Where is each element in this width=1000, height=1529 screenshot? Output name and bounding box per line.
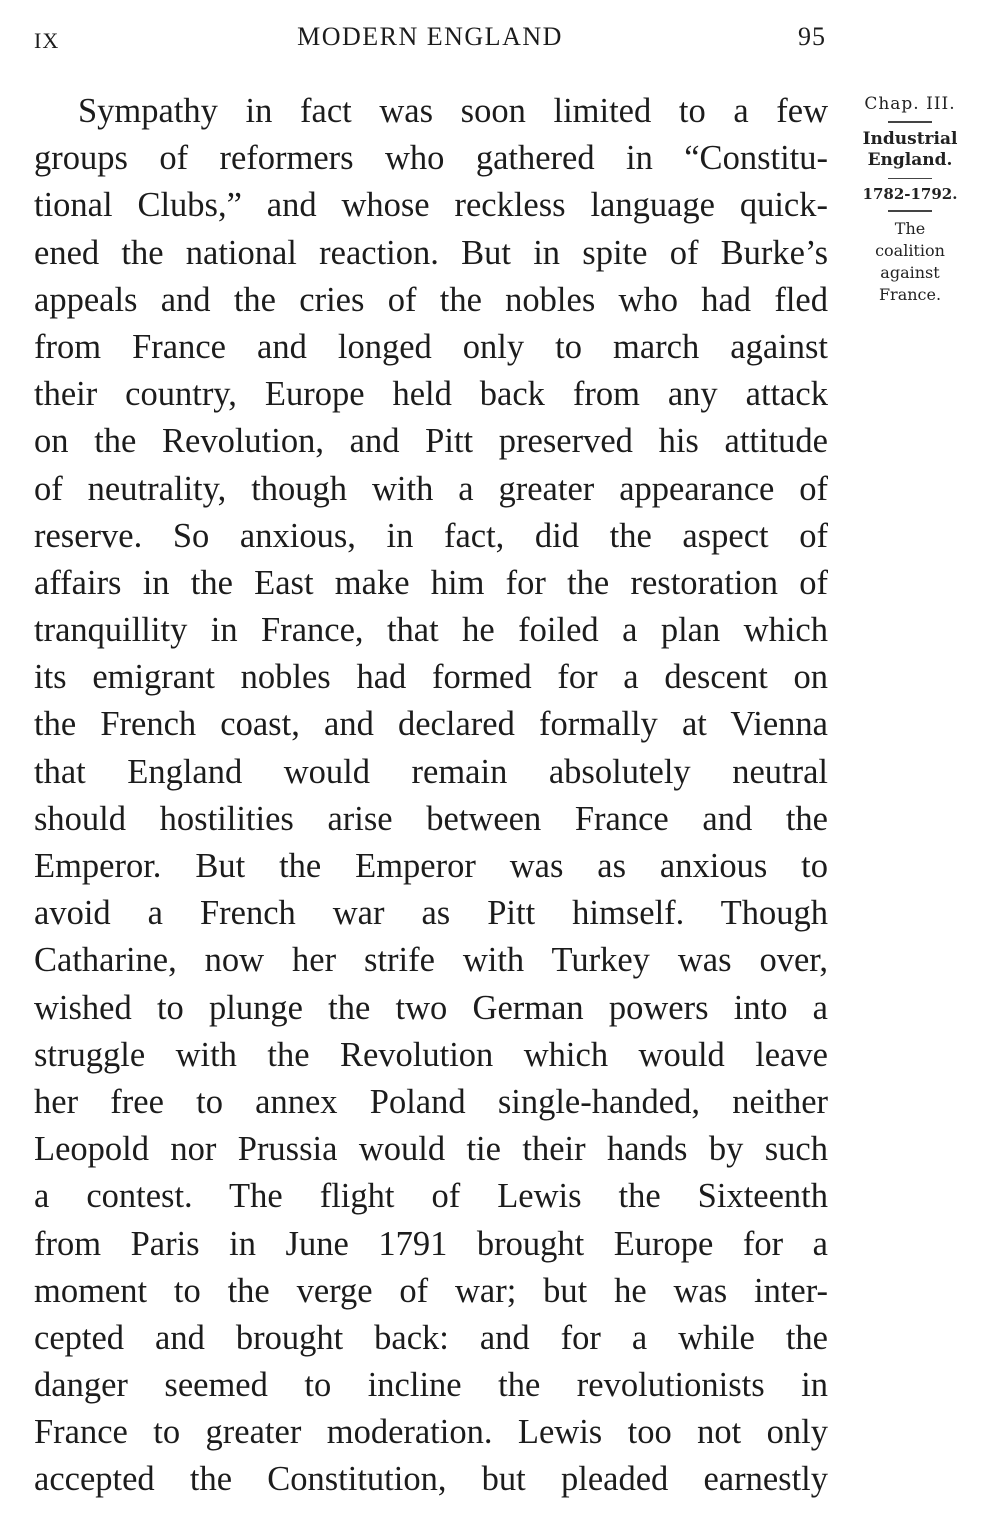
text-line: from Paris in June 1791 brought Europe for a xyxy=(34,1224,828,1263)
text-line: wished to plunge the two German powers into a xyxy=(34,988,828,1027)
margin-note-line: coalition xyxy=(875,240,945,260)
margin-divider xyxy=(888,178,932,180)
chapter-numeral: IX xyxy=(34,28,60,53)
text-line: her free to annex Poland single-handed, neither xyxy=(34,1082,828,1121)
margin-divider xyxy=(888,121,932,123)
text-line: France to greater moderation. Lewis too not only xyxy=(34,1413,828,1452)
margin-note-line: The xyxy=(894,218,926,238)
text-line: Emperor. But the Emperor was as anxious to xyxy=(34,847,828,885)
text-line: ened the national reaction. But in spite of Burke’s xyxy=(34,233,828,272)
text-line: of neutrality, though with a greater appearance of xyxy=(34,469,828,508)
page-number: 95 xyxy=(798,22,826,51)
text-line: struggle with the Revolution which would leave xyxy=(34,1035,828,1074)
text-line: Catharine, now her strife with Turkey was over, xyxy=(34,941,828,980)
margin-chapter-ref: Chap. III. xyxy=(864,94,956,114)
margin-topic-line: Industrial xyxy=(862,128,958,149)
text-line: groups of reformers who gathered in “Constitu- xyxy=(34,139,828,178)
text-line: on the Revolution, and Pitt preserved his attitude xyxy=(34,422,828,461)
text-line: cepted and brought back: and for a while the xyxy=(34,1318,828,1357)
text-line: that England would remain absolutely neutral xyxy=(34,752,828,791)
text-line: moment to the verge of war; but he was inter- xyxy=(34,1271,828,1310)
text-line: accepted the Constitution, but pleaded earnestly xyxy=(34,1460,828,1499)
text-line: their country, Europe held back from any attack xyxy=(34,375,828,414)
margin-years: 1782-1792. xyxy=(862,185,958,203)
margin-divider xyxy=(888,210,932,212)
text-line: reserve. So anxious, in fact, did the aspect of xyxy=(34,516,828,555)
text-line: the French coast, and declared formally at Vienna xyxy=(34,705,828,744)
book-title: MODERN ENGLAND xyxy=(297,22,563,51)
text-line: from France and longed only to march against xyxy=(34,327,828,366)
text-line: appeals and the cries of the nobles who had fled xyxy=(34,280,828,319)
text-line: a contest. The flight of Lewis the Sixteenth xyxy=(34,1177,828,1216)
text-line: Sympathy in fact was soon limited to a few xyxy=(78,92,828,130)
text-line: should hostilities arise between France and the xyxy=(34,799,828,838)
text-line: avoid a French war as Pitt himself. Though xyxy=(34,894,828,933)
text-line: its emigrant nobles had formed for a descent on xyxy=(34,658,828,697)
margin-topic xyxy=(842,129,978,171)
text-line: Leopold nor Prussia would tie their hands by such xyxy=(34,1130,828,1169)
body-text xyxy=(34,88,828,1504)
running-head xyxy=(34,18,826,58)
margin-topic-line: England. xyxy=(867,149,953,170)
text-line: tional Clubs,” and whose reckless language quick- xyxy=(34,186,828,225)
text-line: danger seemed to incline the revolutionists in xyxy=(34,1366,828,1405)
text-line: affairs in the East make him for the restoration of xyxy=(34,563,828,602)
margin-notes xyxy=(842,94,978,306)
margin-note-line: France. xyxy=(878,284,942,304)
text-line: tranquillity in France, that he foiled a plan which xyxy=(34,611,828,650)
margin-note-line: against xyxy=(880,262,940,282)
margin-note xyxy=(842,218,978,306)
